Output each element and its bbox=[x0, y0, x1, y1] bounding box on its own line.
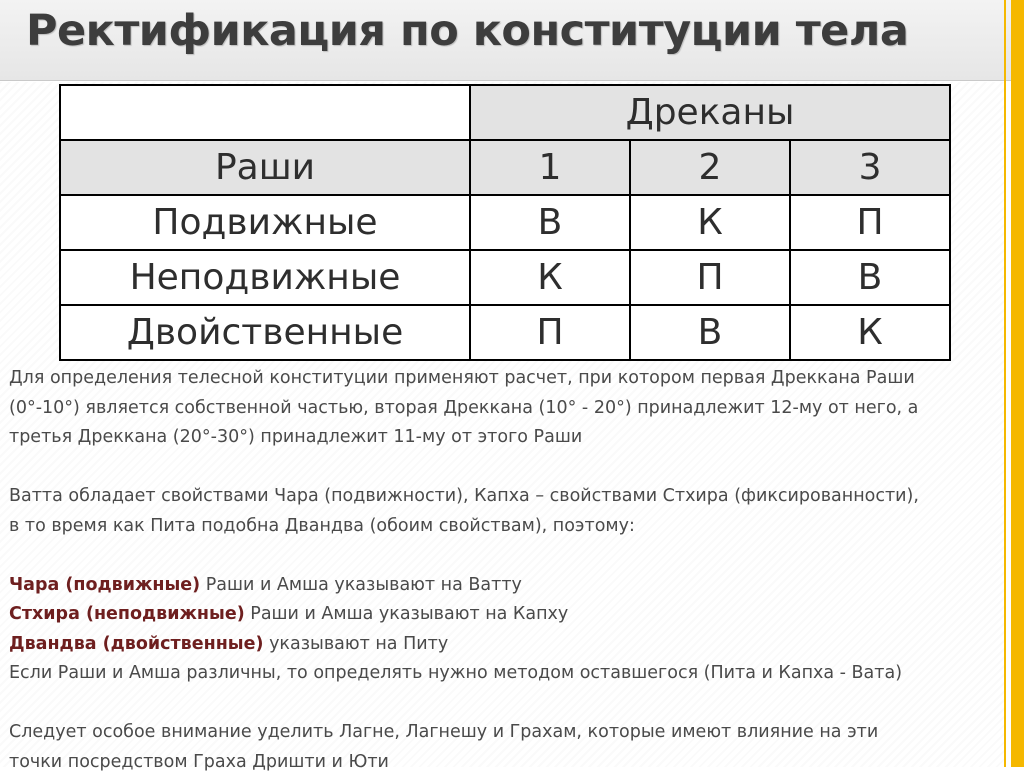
paragraph-line: точки посредством Граха Дришти и Юти bbox=[9, 748, 1009, 777]
rule-term: Стхира (неподвижные) bbox=[9, 604, 245, 624]
rule-text: Раши и Амша указывают на Капху bbox=[245, 604, 569, 624]
table-corner-cell bbox=[60, 85, 470, 140]
column-header: 3 bbox=[790, 140, 950, 195]
rule-term: Чара (подвижные) bbox=[9, 575, 200, 595]
table-subheader-row bbox=[60, 140, 950, 195]
accent-bar bbox=[1011, 0, 1024, 767]
table-cell: К bbox=[630, 195, 790, 250]
row-label: Неподвижные bbox=[60, 250, 470, 305]
table-header-row bbox=[60, 85, 950, 140]
rule-line bbox=[9, 571, 1009, 601]
page-title: Ректификация по конституции тела bbox=[26, 6, 1016, 56]
row-label: Двойственные bbox=[60, 305, 470, 360]
table-cell: П bbox=[630, 250, 790, 305]
rule-text: Раши и Амша указывают на Ватту bbox=[200, 575, 522, 595]
table-cell: К bbox=[470, 250, 630, 305]
paragraph-line: в то время как Пита подобна Двандва (обоим свойствам), поэтому: bbox=[9, 512, 1009, 542]
drekana-table bbox=[59, 84, 951, 361]
table-cell: В bbox=[630, 305, 790, 360]
table-row bbox=[60, 195, 950, 250]
header-drekany: Дреканы bbox=[470, 85, 950, 140]
rule-line bbox=[9, 630, 1009, 660]
rule-text: указывают на Питу bbox=[264, 634, 449, 654]
header-rashi: Раши bbox=[60, 140, 470, 195]
paragraph-line: Ватта обладает свойствами Чара (подвижности), Капха – свойствами Стхира (фиксированности), bbox=[9, 482, 1009, 512]
paragraph-line: Следует особое внимание уделить Лагне, Лагнешу и Грахам, которые имеют влияние на эти bbox=[9, 718, 1009, 748]
paragraph-line: Если Раши и Амша различны, то определять нужно методом оставшегося (Пита и Капха - Вата) bbox=[9, 659, 1009, 689]
title-bar bbox=[0, 0, 1024, 81]
table-cell: В bbox=[790, 250, 950, 305]
table-cell: П bbox=[790, 195, 950, 250]
column-header: 2 bbox=[630, 140, 790, 195]
column-header: 1 bbox=[470, 140, 630, 195]
table-cell: П bbox=[470, 305, 630, 360]
table-row bbox=[60, 250, 950, 305]
table-cell: В bbox=[470, 195, 630, 250]
paragraph-line: Для определения телесной конституции применяют расчет, при котором первая Дреккана Раши bbox=[9, 364, 1009, 394]
table-cell: К bbox=[790, 305, 950, 360]
rule-term: Двандва (двойственные) bbox=[9, 634, 264, 654]
paragraph-line: (0°-10°) является собственной частью, вторая Дреккана (10° - 20°) принадлежит 12-му от него, а bbox=[9, 394, 1009, 424]
body-text bbox=[9, 364, 1009, 777]
table-row bbox=[60, 305, 950, 360]
paragraph-line: третья Дреккана (20°-30°) принадлежит 11-му от этого Раши bbox=[9, 423, 1009, 453]
row-label: Подвижные bbox=[60, 195, 470, 250]
rule-line bbox=[9, 600, 1009, 630]
